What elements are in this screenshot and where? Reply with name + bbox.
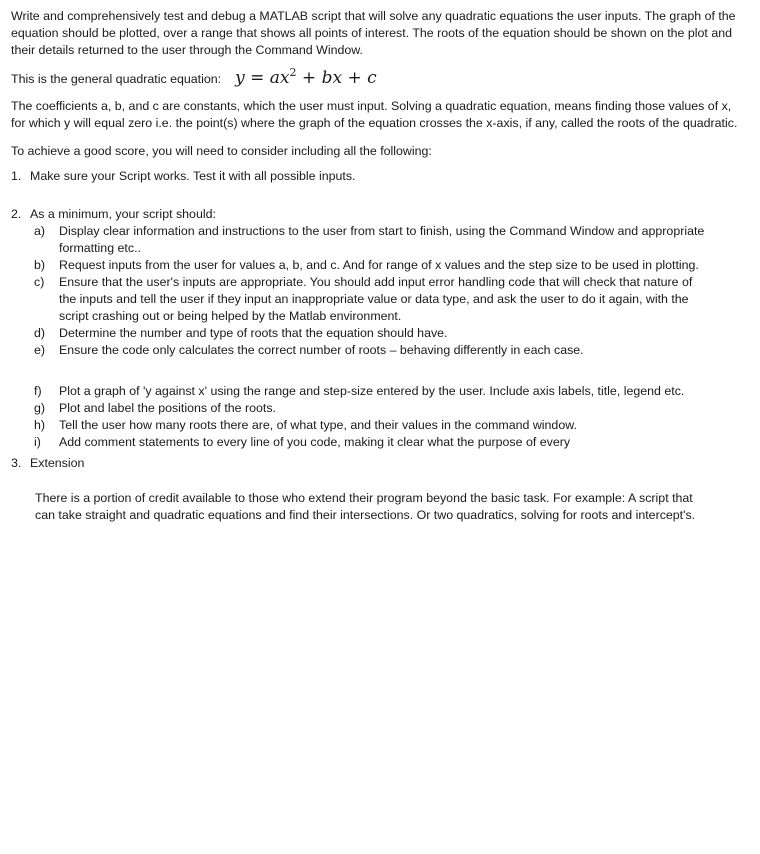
sub-item-d (11, 325, 741, 342)
sub-marker: d) (34, 326, 46, 340)
sub-marker: g) (34, 401, 46, 415)
sub-marker: a) (34, 224, 46, 238)
sub-item-g (11, 400, 741, 417)
list-item-1 (11, 168, 741, 185)
sub-marker: e) (34, 343, 46, 357)
sub-text: Display clear information and instructions to the user from start to finish, using the Command Window and appropriate formatting etc.. (59, 224, 705, 255)
list-marker: 3. (11, 456, 22, 470)
sub-item-c (11, 274, 741, 325)
sub-item-i (11, 434, 741, 451)
list-item-2 (11, 206, 741, 223)
sub-text: Plot a graph of 'y against x' using the range and step-size entered by the user. Include axis labels, title, legend etc. (59, 384, 685, 398)
equation-label: This is the general quadratic equation: (11, 72, 222, 86)
sub-marker: h) (34, 418, 46, 432)
sub-item-e (11, 342, 741, 359)
extension-paragraph: There is a portion of credit available to those who extend their program beyond the basic task. For example: A script that can take straight and quadratic equations and find their intersections. Or two quadratics, solving for roots and intercept's. (35, 491, 696, 522)
quadratic-equation: $y = ax^2$ + bx + c (235, 66, 377, 88)
sub-item-h (11, 417, 741, 434)
sub-marker: i) (34, 435, 41, 449)
sub-text: Determine the number and type of roots that the equation should have. (59, 326, 448, 340)
sub-marker: f) (34, 384, 42, 398)
sub-text: Tell the user how many roots there are, of what type, and their values in the command window. (59, 418, 577, 432)
sub-text: Ensure the code only calculates the correct number of roots – behaving differently in each case. (59, 343, 584, 357)
sub-item-f (11, 383, 741, 400)
list-marker: 1. (11, 169, 22, 183)
sub-text: Add comment statements to every line of you code, making it clear what the purpose of every (59, 435, 571, 449)
list-item-3 (11, 455, 741, 472)
sub-item-b (11, 257, 741, 274)
sub-marker: b) (34, 258, 46, 272)
sub-text: Plot and label the positions of the roots. (59, 401, 276, 415)
coefficients-paragraph: The coefficients a, b, and c are constants, which the user must input. Solving a quadratic equation, means finding those values of x, for which y will equal zero i.e. the point(s) where the graph of the equation crosses the x-axis, if any, called the roots of the quadratic. (11, 99, 738, 130)
equation-line (11, 66, 741, 88)
extension-title: Extension (30, 456, 85, 470)
document-page (11, 8, 741, 524)
list-text: As a minimum, your script should: (30, 207, 216, 221)
sub-text: Request inputs from the user for values a, b, and c. And for range of x values and the step size to be used in plotting. (59, 258, 699, 272)
list-marker: 2. (11, 207, 22, 221)
intro-paragraph: Write and comprehensively test and debug a MATLAB script that will solve any quadratic equations the user inputs. The graph of the equation should be plotted, over a range that shows all points of interest. The roots of the equation should be shown on the plot and their details returned to the user through the Command Window. (11, 9, 736, 57)
sub-item-a (11, 223, 741, 257)
sub-marker: c) (34, 275, 45, 289)
list-text: Make sure your Script works. Test it with all possible inputs. (30, 169, 356, 183)
score-intro: To achieve a good score, you will need to consider including all the following: (11, 144, 432, 158)
sub-text: Ensure that the user's inputs are appropriate. You should add input error handling code that will check that nature of the inputs and tell the user if they input an inappropriate value or data type, and ask the user to do it again, with the script crashing out or being helped by the Matlab environment. (59, 275, 693, 323)
